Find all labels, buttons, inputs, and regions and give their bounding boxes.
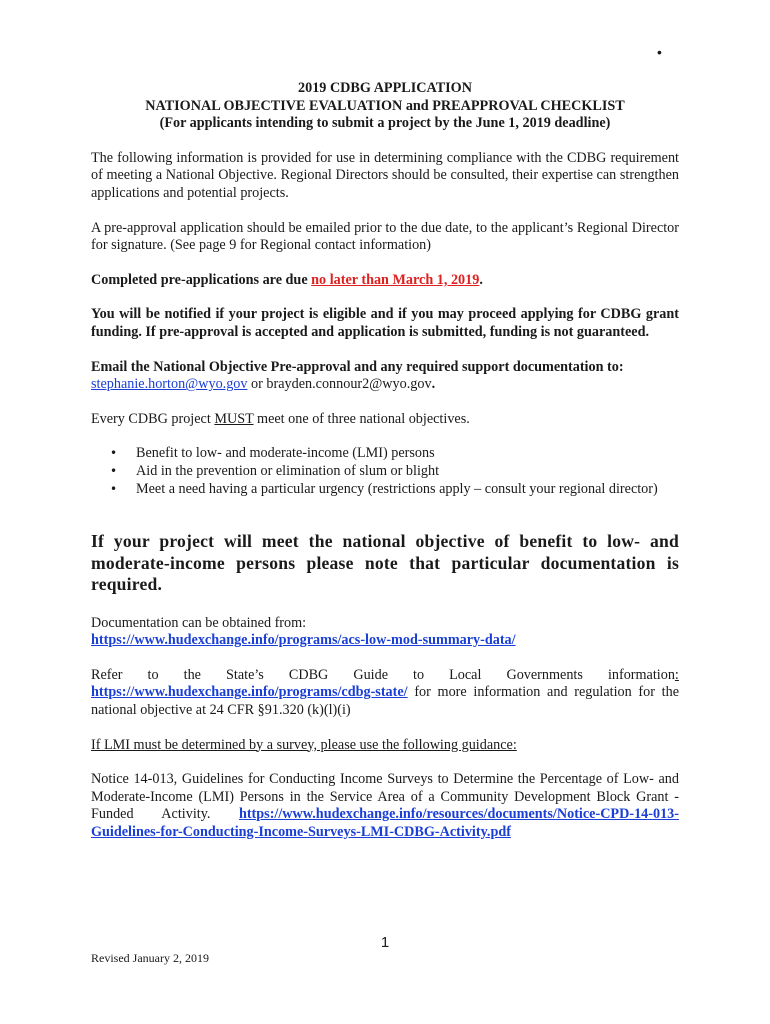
notice-cpd-link[interactable]: https://www.hudexchange.info/resources/documents/Notice-CPD-14-013-Guidelines-for-Conducting-Income-Surveys-LMI-CDBG-Activity.pdf [91, 806, 679, 840]
refer-word: the [183, 666, 201, 683]
refer-line [91, 667, 679, 685]
due-suffix: . [479, 271, 483, 288]
notification-paragraph: You will be notified if your project is eligible and if you may proceed applying for CDBG grant funding. If pre-approval is accepted and application is submitted, funding is not guaranteed. [91, 306, 679, 340]
acs-low-mod-link[interactable]: https://www.hudexchange.info/programs/acs-low-mod-summary-data/ [91, 632, 516, 649]
email-end: . [431, 376, 436, 393]
page-number: 1 [380, 934, 390, 951]
objectives-intro [91, 411, 679, 429]
email-or: or [247, 376, 267, 393]
notice-paragraph [91, 771, 679, 841]
email-line [91, 376, 679, 394]
objective-text: Aid in the prevention or elimination of slum or blight [136, 462, 440, 479]
cdbg-state-link[interactable]: https://www.hudexchange.info/programs/cdbg-state/ [91, 684, 408, 701]
refer-word: Governments [506, 666, 583, 683]
objective-text: Meet a need having a particular urgency (restrictions apply – consult your regional director) [136, 480, 658, 497]
survey-heading: If LMI must be determined by a survey, please use the following guidance: [91, 736, 517, 753]
refer-word: Local [449, 666, 482, 683]
preapproval-paragraph: A pre-approval application should be emailed prior to the due date, to the applicant’s Regional Director for signature. (See page 9 for Regional contact information) [91, 219, 679, 254]
refer-word: to [413, 666, 425, 683]
bullet-icon: • [110, 481, 118, 496]
refer-word: Refer [91, 666, 123, 683]
email-link-stephanie[interactable]: stephanie.horton@wyo.gov [91, 376, 248, 393]
header-title-line3: (For applicants intending to submit a project by the June 1, 2019 deadline) [159, 115, 611, 132]
objectives-must: MUST [214, 410, 254, 427]
due-date-paragraph [91, 272, 679, 290]
refer-colon: : [674, 666, 679, 683]
documentation-label: Documentation can be obtained from: [91, 614, 307, 631]
header-title-line1: 2019 CDBG APPLICATION [298, 80, 472, 96]
objective-text: Benefit to low- and moderate-income (LMI) persons [136, 445, 435, 462]
objectives-prefix: Every CDBG project [91, 410, 215, 427]
objectives-suffix: meet one of three national objectives. [253, 410, 470, 427]
refer-word: Guide [353, 666, 389, 683]
email-label: Email the National Objective Pre-approval and any required support documentation to: [91, 358, 624, 375]
refer-word: information [607, 666, 675, 683]
refer-word: State’s [226, 666, 264, 683]
refer-word: CDBG [288, 666, 329, 683]
intro-paragraph: The following information is provided for use in determining compliance with the CDBG requirement of meeting a National Objective. Regional Directors should be consulted, their expertise can strengthen applications and potential projects. [91, 149, 679, 201]
notice-text: Notice 14-013, Guidelines for Conducting Income Surveys to Determine the Percentage of Low- and Moderate-Income (LMI) Persons in the Service Area of a Community Development Block Grant -Funded Activity. [91, 771, 679, 823]
corner-bullet-mark: • [657, 44, 662, 60]
due-prefix: Completed pre-applications are due [91, 271, 312, 288]
bullet-icon: • [110, 446, 118, 461]
header-title-line2: NATIONAL OBJECTIVE EVALUATION and PREAPPROVAL CHECKLIST [145, 97, 625, 114]
bullet-icon: • [110, 463, 118, 478]
email-brayden: brayden.connour2@wyo.gov [266, 376, 432, 393]
refer-word: to [147, 666, 159, 683]
list-item [91, 463, 679, 481]
refer-word-last [608, 667, 679, 685]
refer-continuation [91, 684, 679, 719]
footer-revised-date: Revised January 2, 2019 [91, 951, 209, 965]
refer-suffix: for more information and regulation for the national objective at 24 CFR §91.320 (k)(l)(i) [91, 684, 679, 718]
list-item [91, 481, 679, 499]
lmi-heading: If your project will meet the national objective of benefit to low- and moderate-income persons please note that particular documentation is required. [91, 531, 679, 595]
national-objectives-list [91, 445, 679, 498]
list-item [91, 445, 679, 463]
due-deadline: no later than March 1, 2019 [311, 271, 480, 288]
page-content [91, 80, 679, 842]
